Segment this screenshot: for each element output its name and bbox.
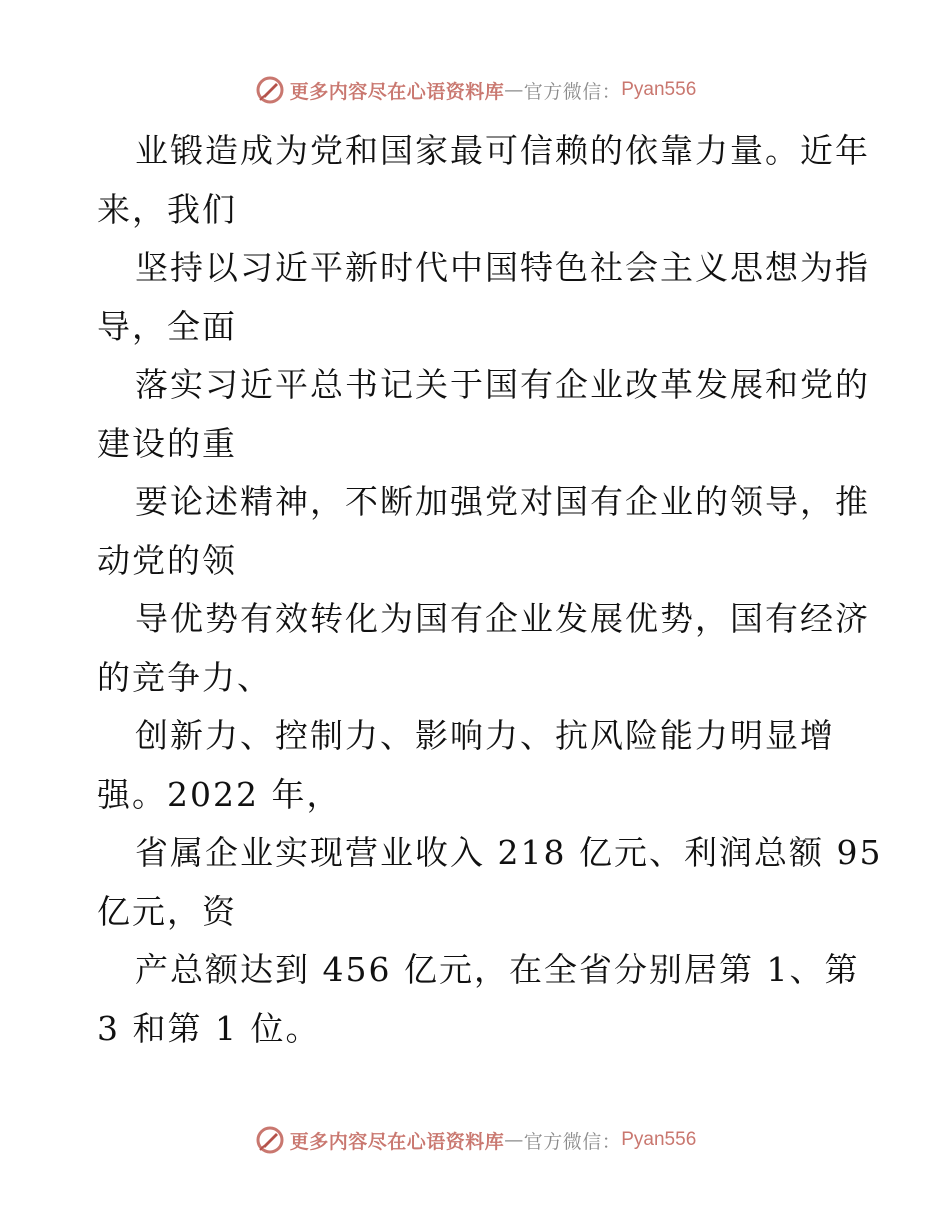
body-line: 建设的重 xyxy=(97,423,237,463)
body-line: 动党的领 xyxy=(97,540,237,580)
body-line: 产总额达到 456 亿元，在全省分别居第 1、第 xyxy=(135,950,860,989)
body-line: 强。2022 年， xyxy=(97,774,342,814)
body-line: 坚持以习近平新时代中国特色社会主义思想为指 xyxy=(135,248,870,287)
body-line: 要论述精神，不断加强党对国有企业的领导，推 xyxy=(135,482,870,521)
body-line: 创新力、控制力、影响力、抗风险能力明显增 xyxy=(135,716,835,755)
header-site-text: 更多内容尽在心语资料库 xyxy=(289,80,505,103)
header-wechat-id: Pyan556 xyxy=(621,79,697,100)
document-body xyxy=(97,122,883,1058)
header-separator: — xyxy=(504,79,524,101)
footer-separator: — xyxy=(504,1129,524,1151)
footer-site-text: 更多内容尽在心语资料库 xyxy=(289,1130,505,1153)
quill-logo-icon xyxy=(254,1124,286,1156)
footer-wechat-id: Pyan556 xyxy=(621,1129,697,1150)
quill-logo-icon xyxy=(254,74,286,106)
body-line: 导优势有效转化为国有企业发展优势，国有经济 xyxy=(135,599,870,638)
body-line: 落实习近平总书记关于国有企业改革发展和党的 xyxy=(135,365,870,404)
body-line: 的竞争力、 xyxy=(97,657,272,697)
header-wechat-label: 官方微信： xyxy=(523,80,622,103)
body-line: 亿元，资 xyxy=(97,891,237,931)
body-line: 来，我们 xyxy=(97,189,237,229)
body-line: 3 和第 1 位。 xyxy=(97,1008,321,1048)
header-banner xyxy=(0,70,950,110)
footer-wechat-label: 官方微信： xyxy=(523,1130,622,1153)
body-line: 导，全面 xyxy=(97,306,237,346)
body-line: 业锻造成为党和国家最可信赖的依靠力量。近年 xyxy=(135,131,870,170)
body-line: 省属企业实现营业收入 218 亿元、利润总额 95 xyxy=(135,833,883,872)
footer-banner xyxy=(0,1120,950,1160)
